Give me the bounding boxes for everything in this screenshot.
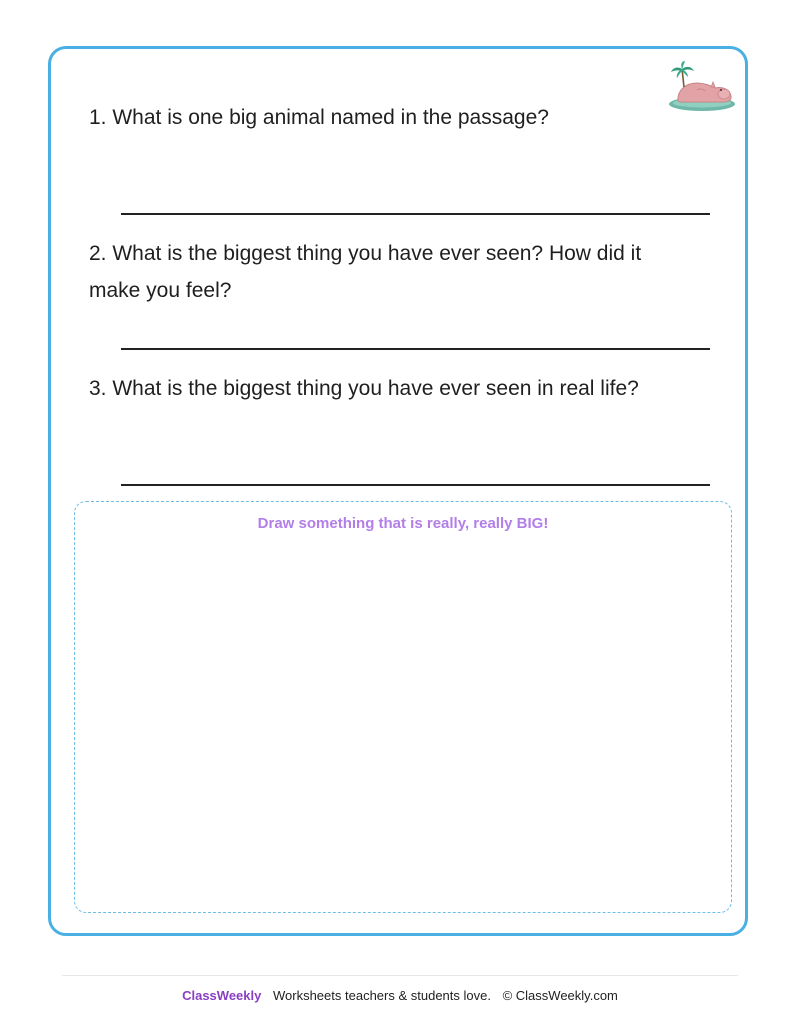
answer-line-2[interactable] (121, 348, 710, 350)
drawing-prompt: Draw something that is really, really BIG! (257, 515, 549, 532)
drawing-area[interactable] (74, 501, 732, 913)
question-1: 1. What is one big animal named in the passage? (89, 106, 549, 129)
question-3: 3. What is the biggest thing you have ever seen in real life? (89, 377, 639, 400)
footer-tagline: Worksheets teachers & students love. (272, 988, 491, 1003)
footer-brand: ClassWeekly (182, 988, 262, 1003)
answer-line-1[interactable] (121, 213, 710, 215)
footer (0, 988, 800, 1003)
question-2: 2. What is the biggest thing you have ever seen? How did it make you feel? (89, 242, 642, 302)
footer-copyright: © ClassWeekly.com (502, 988, 618, 1003)
worksheet-frame (48, 46, 748, 936)
footer-divider (62, 975, 738, 976)
answer-line-3[interactable] (121, 484, 710, 486)
